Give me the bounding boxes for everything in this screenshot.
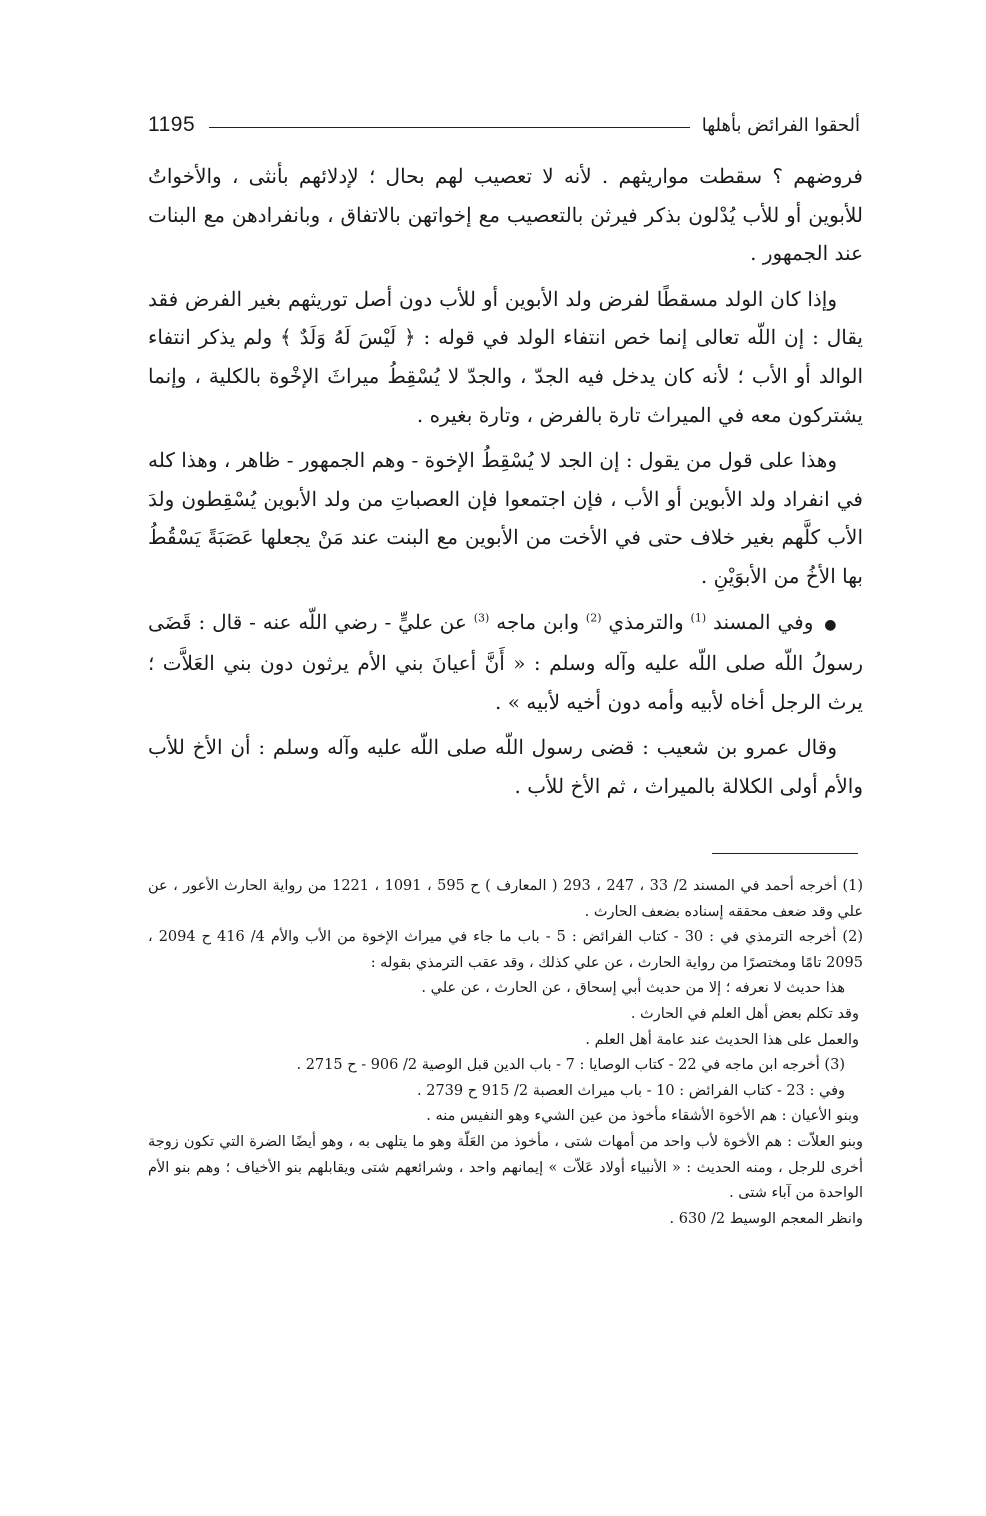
text-span: والترمذي (608, 609, 684, 634)
footnote-ref-3[interactable]: (3) (473, 610, 490, 624)
hadith-paragraph (148, 603, 863, 722)
footnote-line: وانظر المعجم الوسيط 2/ 630 . (669, 1210, 863, 1227)
footnote-line: وفي : 23 - كتاب الفرائض : 10 - باب ميراث العصبة 2/ 915 ح 2739 . (417, 1082, 845, 1099)
footnote-3: (3) أخرجه ابن ماجه في 22 - كتاب الوصايا : 7 - باب الدين قبل الوصية 2/ 906 - ح 2715 . (296, 1057, 845, 1074)
paragraph: وإذا كان الولد مسقطًا لفرض ولد الأبوين أو للأب دون أصل توريثهم بغير الفرض فقد يقال : إن اللّه تعالى إنما خص انتفاء الولد في قوله : ﴿ لَيْسَ لَهُ وَلَدٌ ﴾ ولم يذكر انتفاء الوالد أو الأب ؛ لأنه كان يدخل فيه الجدّ ، والجدّ لا يُسْقِطُ ميراثَ الإخْوة بالكلية ، وإنما يشتركون معه في الميراث تارة بالفرض ، وتارة بغيره . (148, 286, 864, 427)
footnotes (148, 874, 863, 1232)
footnote-2: (2) أخرجه الترمذي في : 30 - كتاب الفرائض : 5 - باب ما جاء في ميراث الإخوة من الأب والأم 4/ 416 ح 2094 ، 2095 تامًا ومختصرًا من رواية الحارث ، عن علي كذلك ، وقد عقب الترمذي بقوله : (148, 929, 863, 971)
footnote-quote: هذا حديث لا نعرفه ؛ إلا من حديث أبي إسحاق ، عن الحارث ، عن علي . (421, 980, 845, 997)
running-title: ألحقوا الفرائض بأهلها (701, 114, 860, 136)
footnote-quote: والعمل على هذا الحديث عند عامة أهل العلم . (585, 1031, 859, 1048)
footnote-line: وبنو العلاّت : هم الأخوة لأب واحد من أمهات شتى ، مأخوذ من العَلّة وهو ما يتلهى به ، وهو أيضًا الضرة التي تكون زوجة أخرى للرجل ، ومنه الحديث : « الأنبياء أولاد عَلاّت » إيمانهم واحد ، وشرائعهم شتى ويقابلهم بنو الأخياف ؛ وهم بنو الأم الواحدة من آباء شتى . (148, 1133, 863, 1202)
main-text (148, 157, 863, 813)
footnote-1: (1) أخرجه أحمد في المسند 2/ 33 ، 247 ، 293 ( المعارف ) ح 595 ، 1091 ، 1221 من رواية الحارث الأعور ، عن علي وقد ضعف محققه إسناده بضعف الحارث . (148, 878, 864, 920)
text-span: وفي المسند (713, 609, 814, 634)
bullet-icon: ● (824, 616, 838, 633)
footnote-ref-1[interactable]: (1) (690, 610, 707, 624)
text-span: عن عليٍّ - رضي اللّه عنه - قال : قَضَى رسولُ اللّه صلى اللّه عليه وآله وسلم : « أَنَّ أعيانَ بني الأم يرثون دون بني العَلاَّت ؛ يرث الرجل أخاه لأبيه وأمه دون أخيه لأبيه » . (148, 609, 863, 714)
header-rule (209, 127, 690, 128)
footnote-ref-2[interactable]: (2) (585, 610, 602, 624)
footnote-divider (712, 853, 858, 854)
text-span: وابن ماجه (496, 609, 580, 634)
page-header (148, 108, 860, 142)
page-number: 1195 (148, 113, 196, 136)
footnote-line: وبنو الأعيان : هم الأخوة الأشقاء مأخوذ من عين الشيء وهو النفيس منه . (426, 1108, 859, 1125)
footnote-quote: وقد تكلم بعض أهل العلم في الحارث . (630, 1005, 859, 1022)
paragraph: وقال عمرو بن شعيب : قضى رسول اللّه صلى اللّه عليه وآله وسلم : أن الأخ للأب والأم أولى الكلالة بالميراث ، ثم الأخ للأب . (148, 735, 863, 798)
paragraph: وهذا على قول من يقول : إن الجد لا يُسْقِطُ الإخوة - وهم الجمهور - ظاهر ، وهذا كله في انفراد ولد الأبوين أو الأب ، فإن اجتمعوا فإن العصباتِ من ولد الأبوين يُسْقِطون ولدَ الأب كلَّهم بغير خلاف حتى في الأخت من الأبوين مع البنت عند مَنْ يجعلها عَصَبَةً يَسْقُطُ بها الأخُ من الأبوَيْنِ . (148, 448, 863, 588)
paragraph: فروضهم ؟ سقطت مواريثهم . لأنه لا تعصيب لهم بحال ؛ لإدلائهم بأنثى ، والأخواتُ للأبوين أو للأب يُدْلون بذكر فيرثن بالتعصيب مع إخواتهن بالاتفاق ، وبانفرادهن مع البنات عند الجمهور . (148, 164, 863, 266)
